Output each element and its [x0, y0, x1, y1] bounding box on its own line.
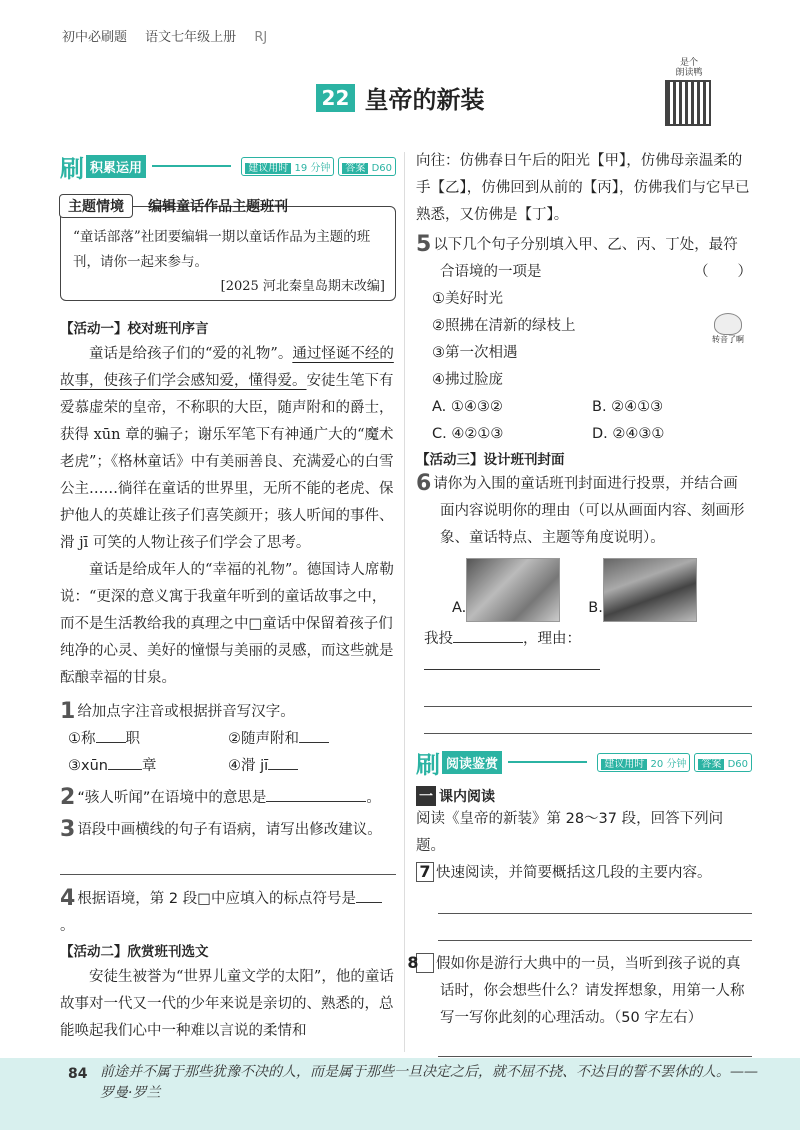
section-accumulate-header: [60, 152, 396, 183]
answer-blank[interactable]: [108, 769, 142, 770]
answer-tag: 答案 D60: [338, 157, 396, 176]
vote-blank[interactable]: [453, 642, 523, 643]
question-2: 2 “骇人听闻”在语境中的意思是 。: [60, 785, 381, 810]
answer-line[interactable]: [438, 913, 752, 914]
q5-choice-d[interactable]: D. ②④③①: [592, 426, 665, 442]
q5-opt2: ②照拂在清新的绿枝上: [432, 318, 576, 334]
q5-opt1: ①美好时光: [432, 291, 503, 307]
question-5: 5 以下几个句子分别填入甲、乙、丙、丁处，最符合语境的一项是 （ ） ①美好时光 ②照拂在清新的绿枝上 ③第一次相遇 ④拂过脸庞 A. ①④③② B. ②④①③ C. ④②①③ D. ②④③① 转音了啊: [416, 231, 752, 448]
answer-blank[interactable]: [96, 742, 126, 743]
reading-intro: 阅读《皇帝的新装》第 28～37 段，回答下列问题。: [416, 811, 724, 854]
time-tag: 建议用时 19 分钟: [241, 157, 334, 176]
section-title: 阅读鉴赏: [442, 751, 502, 774]
q5-opt3: ③第一次相遇: [432, 345, 518, 361]
answer-blank[interactable]: [266, 801, 366, 802]
qr-label-1: 是个: [679, 58, 698, 68]
theme-text: “童话部落”社团要编辑一期以童话作品为主题的班刊，请你一起来参与。: [73, 229, 371, 270]
reason-blank[interactable]: [424, 669, 600, 670]
underlined-sentence: 通过怪诞不经的故事，使孩子们学会感知爱，懂得爱。: [60, 346, 394, 389]
section-title: 积累运用: [86, 155, 146, 178]
qr-code-icon[interactable]: [665, 80, 711, 126]
activity2-para: 安徒生被誉为“世界儿童文学的太阳”，他的童话故事对一代又一代的少年来说是亲切的、熟悉的，总能唤起我们心中一种难以言说的柔情和: [60, 969, 394, 1039]
footer-quote: 前途并不属于那些犹豫不决的人，而是属于那些一旦决定之后，就不屈不挠、不达目的誓不罢休的人。——罗曼·罗兰: [100, 1064, 758, 1101]
page-number: 84: [68, 1066, 88, 1082]
cover-image-a[interactable]: [466, 558, 560, 622]
theme-subtitle: 编辑童话作品主题班刊: [148, 199, 289, 215]
right-column: [407, 148, 752, 1107]
time-tag: 建议用时 20 分钟: [597, 753, 690, 772]
book-name: 初中必刷题: [62, 30, 128, 45]
q5-opt4: ④拂过脸庞: [432, 372, 503, 388]
theme-tab: 主题情境: [59, 194, 133, 218]
qr-code-block[interactable]: [665, 58, 713, 126]
cover-image-b[interactable]: [603, 558, 697, 622]
activity1: [60, 317, 396, 692]
brush-icon: 刷: [416, 750, 440, 779]
theme-source: [2025 河北秦皇岛期末改编]: [220, 279, 385, 294]
question-3: 3 语段中画横线的句子有语病，请写出修改建议。: [60, 816, 396, 875]
section-rule: [508, 761, 587, 763]
lesson-number: 22: [316, 84, 356, 112]
activity1-para2: 童话是给成年人的“幸福的礼物”。德国诗人席勒说：“更深的意义寓于我童年听到的童话故事之中，而不是生活教给我的真理之中□童话中保留着孩子们纯净的心灵、美好的憧憬与美丽的灵感，而这些就是酝酿幸福的甘泉。: [60, 562, 394, 686]
section-reading-header: [416, 748, 752, 779]
answer-blank[interactable]: [268, 769, 298, 770]
activity2-label: 【活动二】欣赏班刊选文: [60, 944, 209, 960]
subject-name: 语文七年级上册: [145, 30, 237, 45]
answer-blank[interactable]: [299, 742, 329, 743]
section-rule: [152, 165, 231, 167]
activity1-para1: 童话是给孩子们的“爱的礼物”。通过怪诞不经的故事，使孩子们学会感知爱，懂得爱。安徒生笔下有爱慕虚荣的皇帝，不称职的大臣，随声附和的爵士，获得 xūn 章的骗子；谢乐军笔下有神通广大的“魔术老虎”；《格林童话》中有美丽善良、充满爱心的白雪公主……徜徉在童话的世界里，无所不能的老虎、保护他人的英雄让孩子们喜笑颜开；骇人听闻的事件、滑 jī 可笑的人物让孩子们学会了思考。: [60, 346, 394, 551]
brush-icon: 刷: [60, 154, 84, 183]
duck-icon: [714, 313, 742, 335]
activity1-label: 【活动一】校对班刊序言: [60, 321, 209, 337]
answer-line[interactable]: [438, 940, 752, 941]
activity3-label: 【活动三】设计班刊封面: [416, 452, 565, 468]
question-6: 6 请你为入围的童话班刊封面进行投票，并结合画面内容说明你的理由（可以从画面内容、刻画形象、童话特点、主题等角度说明）。 A. B. 我投 ，理由：: [416, 470, 752, 734]
answer-line[interactable]: [424, 733, 752, 734]
q5-choice-a[interactable]: A. ①④③②: [432, 399, 503, 415]
qr-label-2: 朗读鸭: [675, 68, 703, 78]
question-7: 7 快速阅读，并简要概括这几段的主要内容。: [416, 860, 752, 941]
activity2: [60, 940, 396, 1045]
answer-line[interactable]: [438, 1056, 752, 1057]
page-header: [62, 26, 281, 45]
q5-choice-c[interactable]: C. ④②①③: [432, 426, 504, 442]
left-column: [60, 152, 396, 1045]
answer-tag: 答案 D60: [694, 753, 752, 772]
duck-sticker: 转音了啊: [708, 313, 748, 345]
edition: RJ: [254, 30, 268, 45]
column-divider: [404, 152, 405, 1052]
q5-choice-b[interactable]: B. ②④①③: [592, 399, 664, 415]
answer-blank[interactable]: [356, 902, 382, 903]
answer-line[interactable]: [424, 706, 752, 707]
question-4: 4 根据语境，第 2 段□中应填入的标点符号是。: [60, 885, 396, 940]
activity2-para-cont: 向往：仿佛春日午后的阳光【甲】，仿佛母亲温柔的手【乙】，仿佛回到从前的【丙】，仿佛我们与它早已熟悉，又仿佛是【丁】。: [416, 153, 750, 223]
theme-box: [60, 199, 396, 301]
question-1: 1 给加点字注音或根据拼音写汉字。 ①称 职 ②随声附和 ③xūn 章 ④滑 jī: [60, 698, 396, 780]
reading-subsection: 一 课内阅读: [416, 786, 752, 806]
answer-line[interactable]: [60, 874, 396, 875]
question-8: 8 假如你是游行大典中的一员，当听到孩子说的真话时，你会想些什么？请发挥想象，用第一人称写一写你此刻的心理活动。（50 字左右）: [416, 951, 752, 1107]
lesson-name: 皇帝的新装: [364, 85, 485, 114]
